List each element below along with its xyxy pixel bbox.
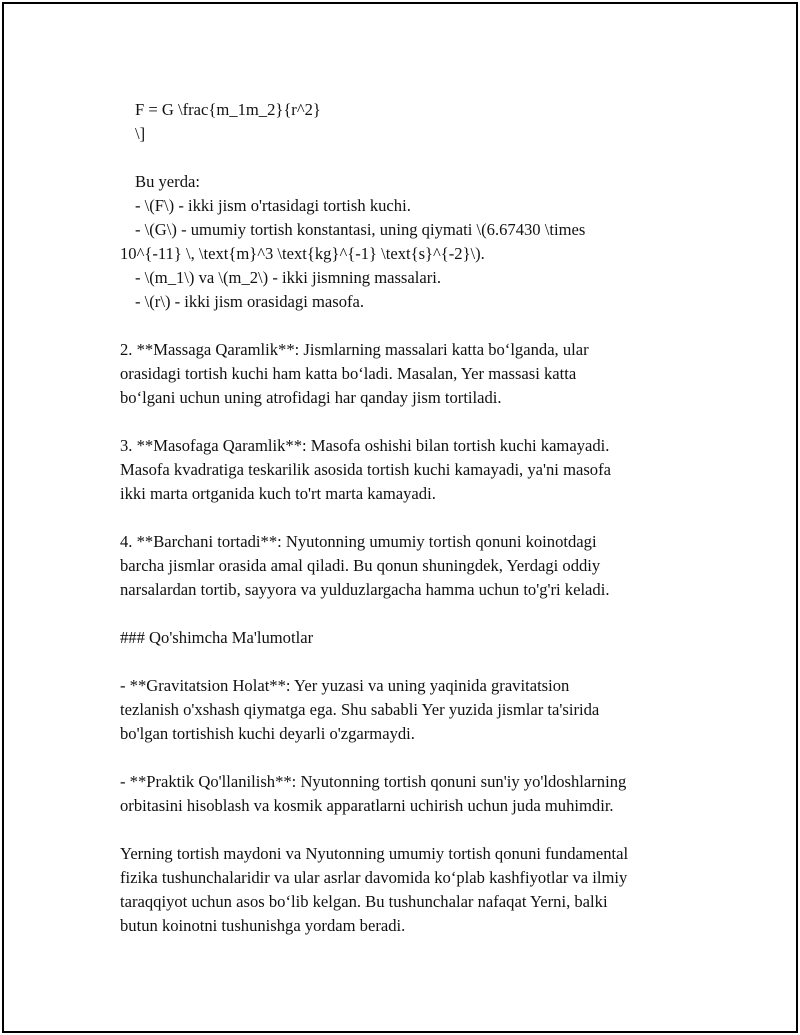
spacer <box>120 818 720 842</box>
bullet-praktik-qollanilish <box>120 770 720 818</box>
explanation-intro: Bu yerda: <box>135 172 200 191</box>
paragraph-barchani-tortadi <box>120 530 720 602</box>
bullet-gravitatsion-holat <box>120 674 720 746</box>
bullet-line: - **Gravitatsion Holat**: Yer yuzasi va uning yaqinida gravitatsion <box>120 676 570 695</box>
paragraph-line: barcha jismlar orasida amal qiladi. Bu qonun shuningdek, Yerdagi oddiy <box>120 556 601 575</box>
section-heading: ### Qo'shimcha Ma'lumotlar <box>120 628 314 647</box>
paragraph-line: Yerning tortish maydoni va Nyutonning umumiy tortish qonuni fundamental <box>120 844 629 863</box>
spacer <box>120 410 720 434</box>
paragraph-line: Masofa kvadratiga teskarilik asosida tortish kuchi kamayadi, ya'ni masofa <box>120 460 611 479</box>
document-body <box>120 98 720 938</box>
explanation-item: 10^{-11} \, \text{m}^3 \text{kg}^{-1} \text{s}^{-2}\). <box>120 244 485 263</box>
bullet-line: bo'lgan tortishish kuchi deyarli o'zgarmaydi. <box>120 724 415 743</box>
paragraph-line: 4. **Barchani tortadi**: Nyutonning umumiy tortish qonuni koinotdagi <box>120 532 597 551</box>
spacer <box>120 146 720 170</box>
formula-line: F = G \frac{m_1m_2}{r^2} <box>135 100 321 119</box>
paragraph-line: butun koinotni tushunishga yordam beradi. <box>120 916 406 935</box>
bullet-line: orbitasini hisoblash va kosmik apparatlarni uchirish uchun juda muhimdir. <box>120 796 614 815</box>
conclusion-paragraph <box>120 842 720 938</box>
explanation-item: - \(G\) - umumiy tortish konstantasi, uning qiymati \(6.67430 \times <box>135 220 586 239</box>
paragraph-line: narsalardan tortib, sayyora va yulduzlargacha hamma uchun to'g'ri keladi. <box>120 580 610 599</box>
bullet-line: - **Praktik Qo'llanilish**: Nyutonning tortish qonuni sun'iy yo'ldoshlarning <box>120 772 627 791</box>
spacer <box>120 314 720 338</box>
spacer <box>120 506 720 530</box>
formula-block <box>120 98 720 146</box>
spacer <box>120 746 720 770</box>
explanation-item: - \(m_1\) va \(m_2\) - ikki jismning massalari. <box>135 268 442 287</box>
bullet-line: tezlanish o'xshash qiymatga ega. Shu sababli Yer yuzida jismlar ta'sirida <box>120 700 600 719</box>
paragraph-massaga-qaramlik <box>120 338 720 410</box>
formula-line: \] <box>135 124 146 143</box>
paragraph-line: fizika tushunchalaridir va ular asrlar davomida ko‘plab kashfiyotlar va ilmiy <box>120 868 628 887</box>
spacer <box>120 650 720 674</box>
document-page <box>2 2 798 1033</box>
paragraph-masofaga-qaramlik <box>120 434 720 506</box>
paragraph-line: ikki marta ortganida kuch to'rt marta kamayadi. <box>120 484 436 503</box>
explanation-item: - \(F\) - ikki jism o'rtasidagi tortish kuchi. <box>135 196 411 215</box>
paragraph-line: bo‘lgani uchun uning atrofidagi har qanday jism tortiladi. <box>120 388 502 407</box>
paragraph-line: 3. **Masofaga Qaramlik**: Masofa oshishi bilan tortish kuchi kamayadi. <box>120 436 610 455</box>
explanation-item: - \(r\) - ikki jism orasidagi masofa. <box>135 292 365 311</box>
paragraph-line: 2. **Massaga Qaramlik**: Jismlarning massalari katta bo‘lganda, ular <box>120 340 589 359</box>
explanation-block <box>120 170 720 314</box>
spacer <box>120 602 720 626</box>
paragraph-line: orasidagi tortish kuchi ham katta bo‘ladi. Masalan, Yer massasi katta <box>120 364 577 383</box>
paragraph-line: taraqqiyot uchun asos bo‘lib kelgan. Bu tushunchalar nafaqat Yerni, balki <box>120 892 608 911</box>
